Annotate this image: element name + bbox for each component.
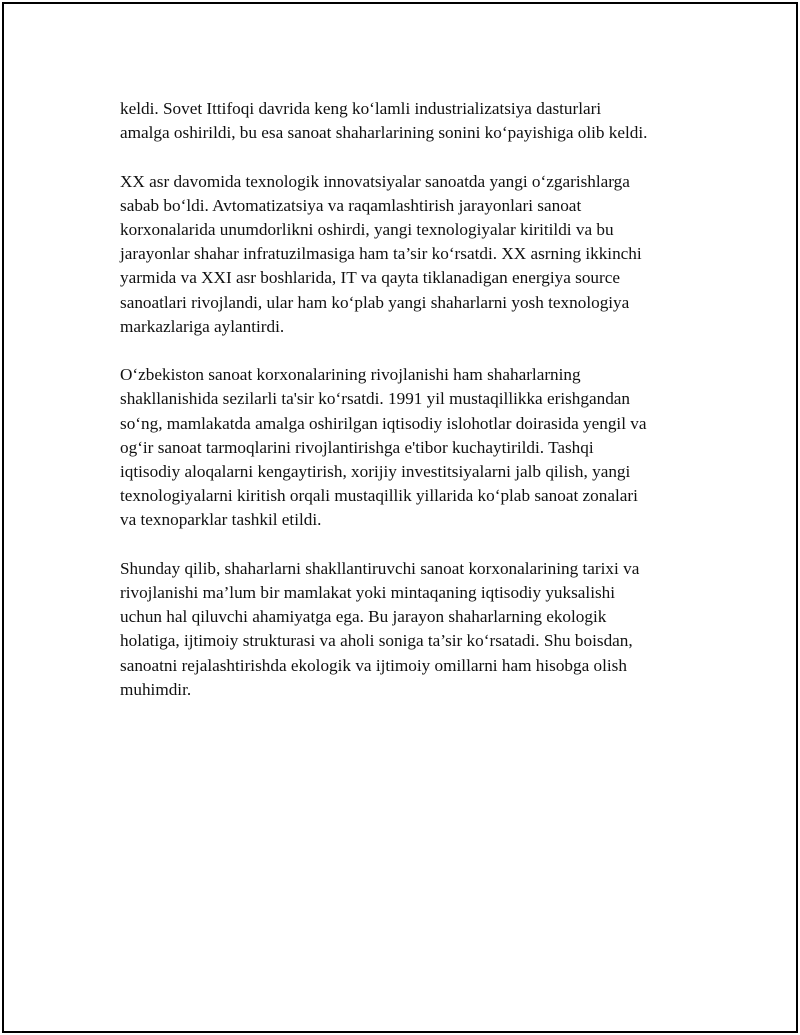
text-line: shakllanishida sezilarli ta'sir ko‘rsatdi. 1991 yil mustaqillikka erishgandan	[120, 389, 631, 409]
text-line: rivojlanishi ma’lum bir mamlakat yoki mintaqaning iqtisodiy yuksalishi	[120, 583, 616, 603]
text-line: iqtisodiy aloqalarni kengaytirish, xorijiy investitsiyalarni jalb qilish, yangi	[120, 462, 631, 482]
text-line: texnologiyalarni kiritish orqali mustaqillik yillarida ko‘plab sanoat zonalari	[120, 486, 638, 506]
text-line: sanoatlari rivojlandi, ular ham ko‘plab yangi shaharlarni yosh texnologiya	[120, 292, 630, 312]
text-line: muhimdir.	[120, 679, 192, 699]
paragraph-3	[120, 363, 700, 532]
paragraph-2	[120, 170, 700, 339]
text-line: markazlariga aylantirdi.	[120, 316, 285, 336]
text-line: uchun hal qiluvchi ahamiyatga ega. Bu jarayon shaharlarning ekologik	[120, 607, 607, 627]
text-line: yarmida va XXI asr boshlarida, IT va qayta tiklanadigan energiya source	[120, 268, 621, 288]
text-line: so‘ng, mamlakatda amalga oshirilgan iqtisodiy islohotlar doirasida yengil va	[120, 413, 647, 433]
page-border	[2, 2, 798, 1033]
text-line: amalga oshirildi, bu esa sanoat shaharlarining sonini ko‘payishiga olib keldi.	[120, 123, 648, 143]
text-line: jarayonlar shahar infratuzilmasiga ham ta’sir ko‘rsatdi. XX asrning ikkinchi	[120, 244, 642, 264]
paragraph-4	[120, 557, 700, 702]
text-line: keldi. Sovet Ittifoqi davrida keng ko‘lamli industrializatsiya dasturlari	[120, 99, 602, 118]
text-line: sanoatni rejalashtirishda ekologik va ijtimoiy omillarni ham hisobga olish	[120, 655, 627, 675]
text-line: Shunday qilib, shaharlarni shakllantiruvchi sanoat korxonalarining tarixi va	[120, 558, 640, 578]
text-line: XX asr davomida texnologik innovatsiyalar sanoatda yangi o‘zgarishlarga	[120, 171, 630, 191]
paragraph-1	[120, 97, 700, 145]
text-line: korxonalarida unumdorlikni oshirdi, yangi texnologiyalar kiritildi va bu	[120, 220, 614, 239]
text-line: og‘ir sanoat tarmoqlarini rivojlantirishga e'tibor kuchaytirildi. Tashqi	[120, 437, 594, 457]
text-line: O‘zbekiston sanoat korxonalarining rivojlanishi ham shaharlarning	[120, 365, 581, 385]
document-body	[120, 97, 700, 726]
text-line: sabab bo‘ldi. Avtomatizatsiya va raqamlashtirish jarayonlari sanoat	[120, 195, 582, 215]
text-line: va texnoparklar tashkil etildi.	[120, 510, 322, 530]
text-line: holatiga, ijtimoiy strukturasi va aholi soniga ta’sir ko‘rsatadi. Shu boisdan,	[120, 631, 633, 651]
